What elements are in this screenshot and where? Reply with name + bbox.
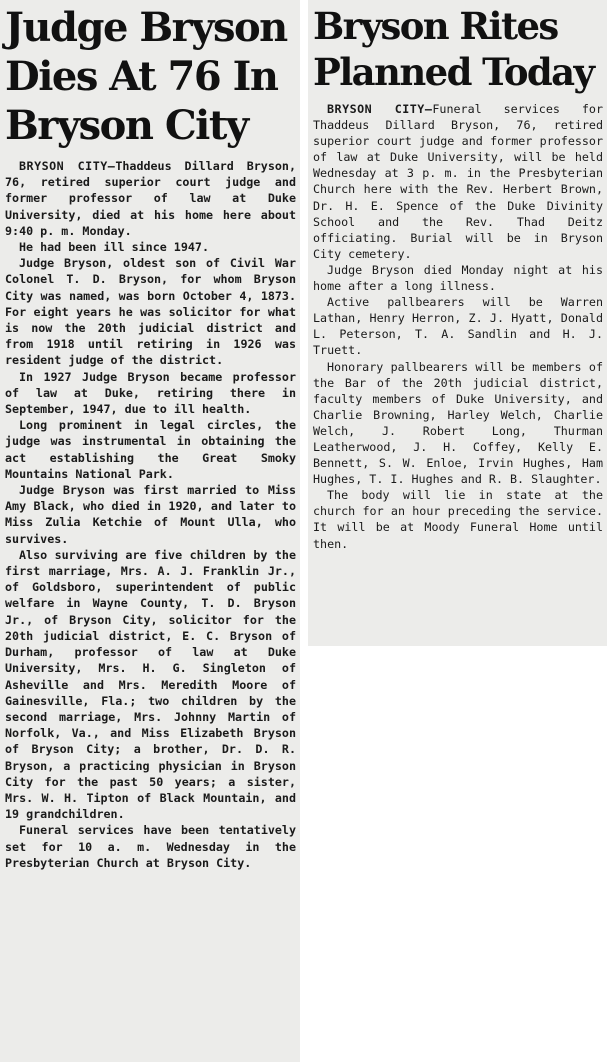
left-headline: Judge Bryson Dies At 76 In Bryson City	[5, 4, 287, 149]
article-paragraph: Judge Bryson was first married to Miss Amy Black, who died in 1920, and later to Miss Zulia Ketchie of Mount Ulla, who survives.	[5, 483, 296, 546]
article-paragraph: Active pallbearers will be Warren Lathan, Henry Herron, Z. J. Hyatt, Donald L. Peterson, T. A. Sandlin and H. J. Truett.	[313, 295, 603, 358]
right-headline: Bryson Rites Planned Today	[313, 4, 594, 94]
article-paragraph: In 1927 Judge Bryson became professor of law at Duke, retiring there in September, 1947, due to ill health.	[5, 369, 296, 417]
right-news-clipping	[308, 0, 607, 646]
lead-text: Thaddeus Dillard Bryson, 76, retired superior court judge and former professor of law at Duke University, died at his home here about 9:40 p. m. Monday.	[5, 159, 296, 238]
article-paragraph: Honorary pallbearers will be members of the Bar of the 20th judicial district, faculty members of Duke University, and Charlie Browning, Harley Welch, Charlie Welch, J. Robert Long, Thurman Leatherwood, J. H. Coffey, Kelly E. Bennett, S. W. Enloe, Irvin Hughes, Ham Hughes, T. I. Hughes and R. B. Slaughter.	[313, 359, 603, 487]
dateline: BRYSON CITY—	[19, 159, 116, 173]
article-paragraph: He had been ill since 1947.	[19, 240, 209, 255]
article-paragraph: Judge Bryson, oldest son of Civil War Colonel T. D. Bryson, for whom Bryson City was named, was born October 4, 1873. For eight years he was solicitor for what is now the 20th judicial district and from 1918 until retiring in 1926 was resident judge of the district.	[5, 256, 296, 368]
article-paragraph: Long prominent in legal circles, the judge was instrumental in obtaining the act establishing the Great Smoky Mountains National Park.	[5, 418, 296, 481]
article-paragraph: The body will lie in state at the church for an hour preceding the service. It will be at Moody Funeral Home until then.	[313, 488, 603, 551]
left-news-clipping	[0, 0, 300, 1062]
article-paragraph: Also surviving are five children by the first marriage, Mrs. A. J. Franklin Jr., of Goldsboro, superintendent of public welfare in Wayne County, T. D. Bryson Jr., of Bryson City, solicitor for the 20th judicial district, E. C. Bryson of Durham, professor of law at Duke University, Mrs. H. G. Singleton of Asheville and Mrs. Meredith Moore of Gainesville, Fla.; two children by the second marriage, Mrs. Johnny Martin of Norfolk, Va., and Miss Elizabeth Bryson of Bryson City; a brother, Dr. D. R. Bryson, a practicing physician in Bryson City for the past 50 years; a sister, Mrs. W. H. Tipton of Black Mountain, and 19 grandchildren.	[5, 547, 296, 822]
lead-text: Funeral services for Thaddeus Dillard Bryson, 76, retired superior court judge and former professor of law at Duke University, will be held Wednesday at 3 p. m. in the Presbyterian Church here with the Rev. Herbert Brown, Dr. H. E. Spence of the Duke Divinity School and the Rev. Thad Deitz officiating. Burial will be in Bryson City cemetery.	[313, 102, 603, 261]
dateline: BRYSON CITY—	[327, 102, 433, 116]
article-paragraph	[5, 158, 296, 239]
article-paragraph: Judge Bryson died Monday night at his home after a long illness.	[313, 262, 603, 294]
article-paragraph	[313, 101, 603, 262]
article-paragraph: Funeral services have been tentatively set for 10 a. m. Wednesday in the Presbyterian Church at Bryson City.	[5, 823, 296, 870]
